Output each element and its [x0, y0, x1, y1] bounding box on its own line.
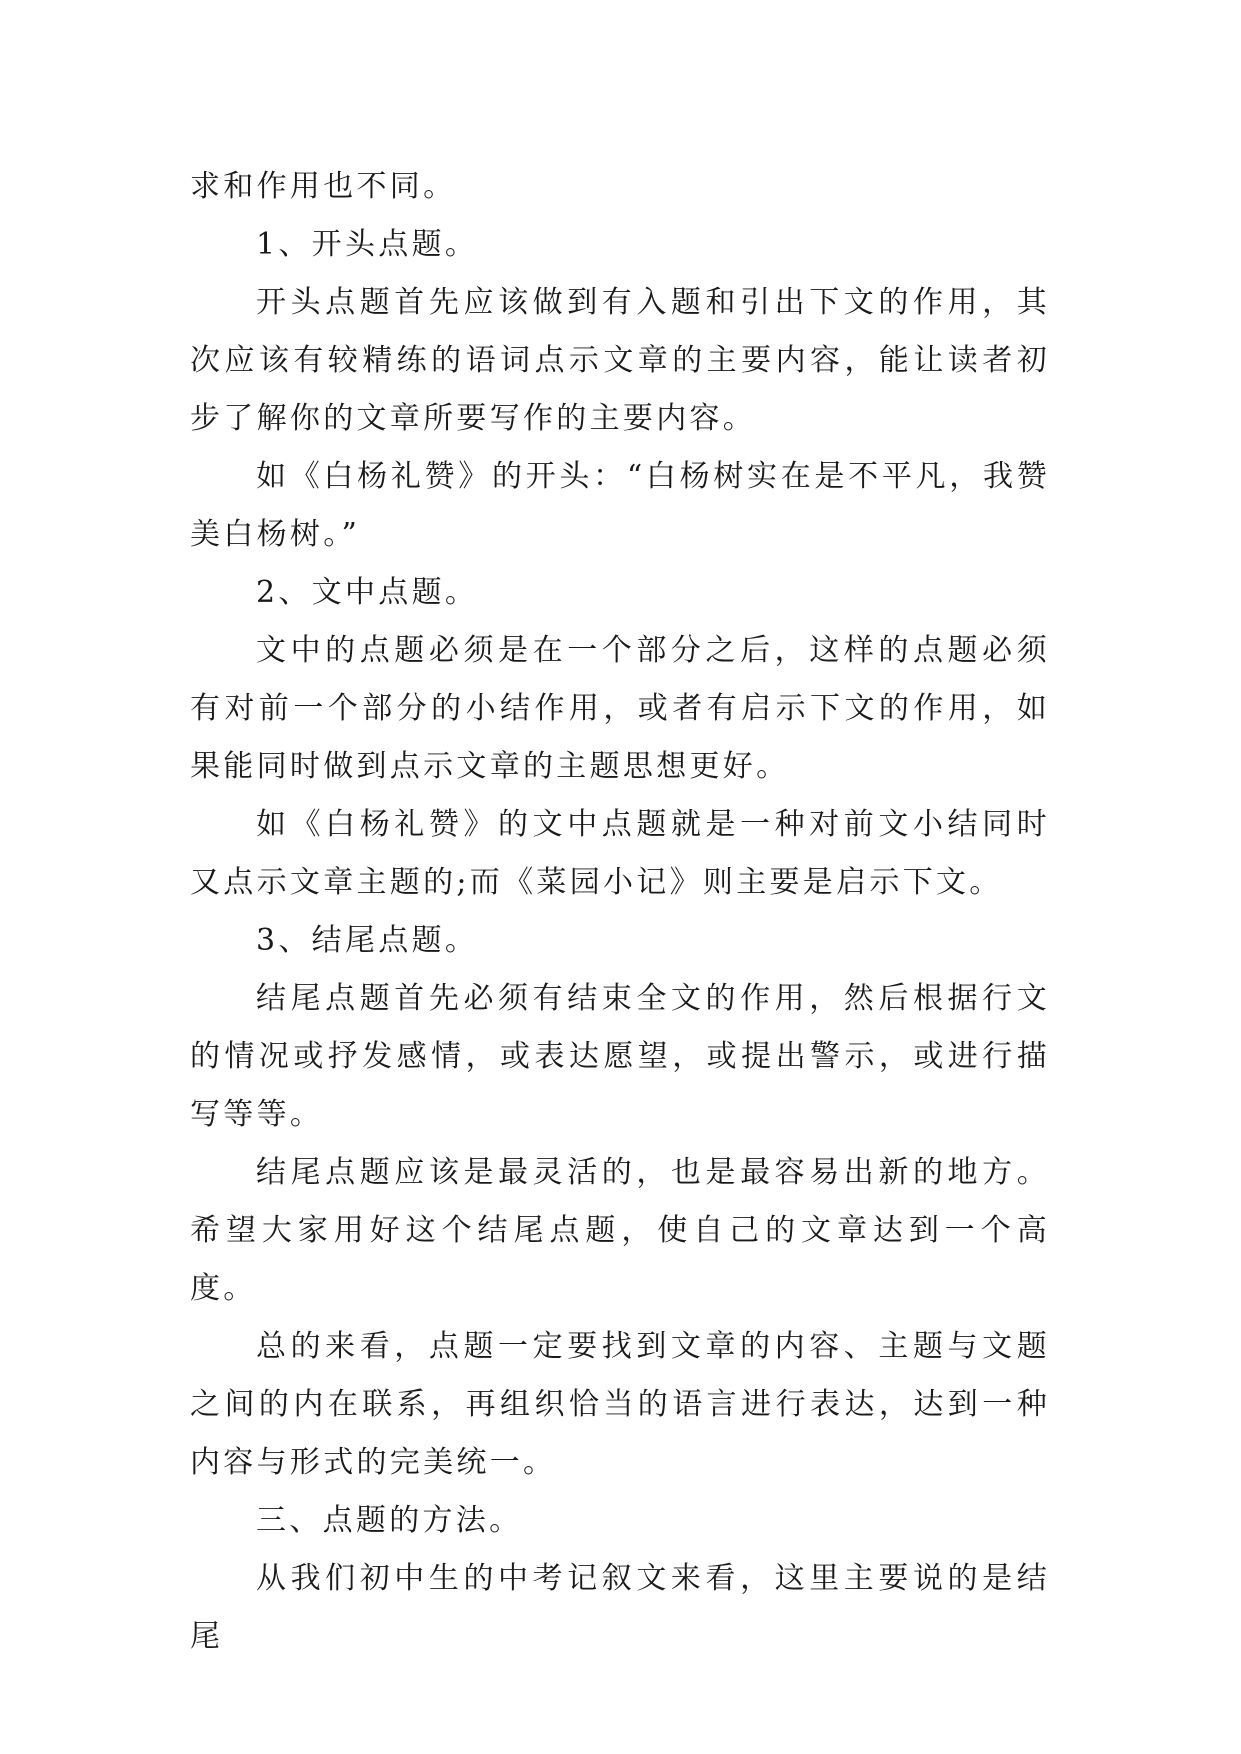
heading-opening-title: 1、开头点题。	[256, 227, 479, 262]
paragraph-summary: 总的来看，点题一定要找到文章的内容、主题与文题之间的内在联系，再组织恰当的语言进行表达，达到一种内容与形式的完美统一。	[190, 1329, 1050, 1480]
paragraph-continuation: 求和作用也不同。	[190, 169, 457, 204]
heading-methods: 三、点题的方法。	[256, 1503, 523, 1538]
paragraph-opening-title: 开头点题首先应该做到有入题和引出下文的作用，其次应该有较精练的语词点示文章的主要内容，能让读者初步了解你的文章所要写作的主要内容。	[190, 285, 1050, 436]
heading-ending-title: 3、结尾点题。	[256, 923, 479, 958]
heading-middle-title: 2、文中点题。	[256, 575, 479, 610]
document-body	[190, 158, 1050, 1666]
paragraph-opening-example: 如《白杨礼赞》的开头：“白杨树实在是不平凡，我赞美白杨树。”	[190, 459, 1050, 552]
paragraph-methods-intro: 从我们初中生的中考记叙文来看，这里主要说的是结尾	[190, 1561, 1050, 1654]
paragraph-ending-title: 结尾点题首先必须有结束全文的作用，然后根据行文的情况或抒发感情，或表达愿望，或提出警示，或进行描写等等。	[190, 981, 1050, 1132]
paragraph-middle-title: 文中的点题必须是在一个部分之后，这样的点题必须有对前一个部分的小结作用，或者有启示下文的作用，如果能同时做到点示文章的主题思想更好。	[190, 633, 1050, 784]
paragraph-ending-flexibility: 结尾点题应该是最灵活的，也是最容易出新的地方。希望大家用好这个结尾点题，使自己的文章达到一个高度。	[190, 1155, 1050, 1306]
paragraph-middle-example: 如《白杨礼赞》的文中点题就是一种对前文小结同时又点示文章主题的;而《菜园小记》则主要是启示下文。	[190, 807, 1050, 900]
